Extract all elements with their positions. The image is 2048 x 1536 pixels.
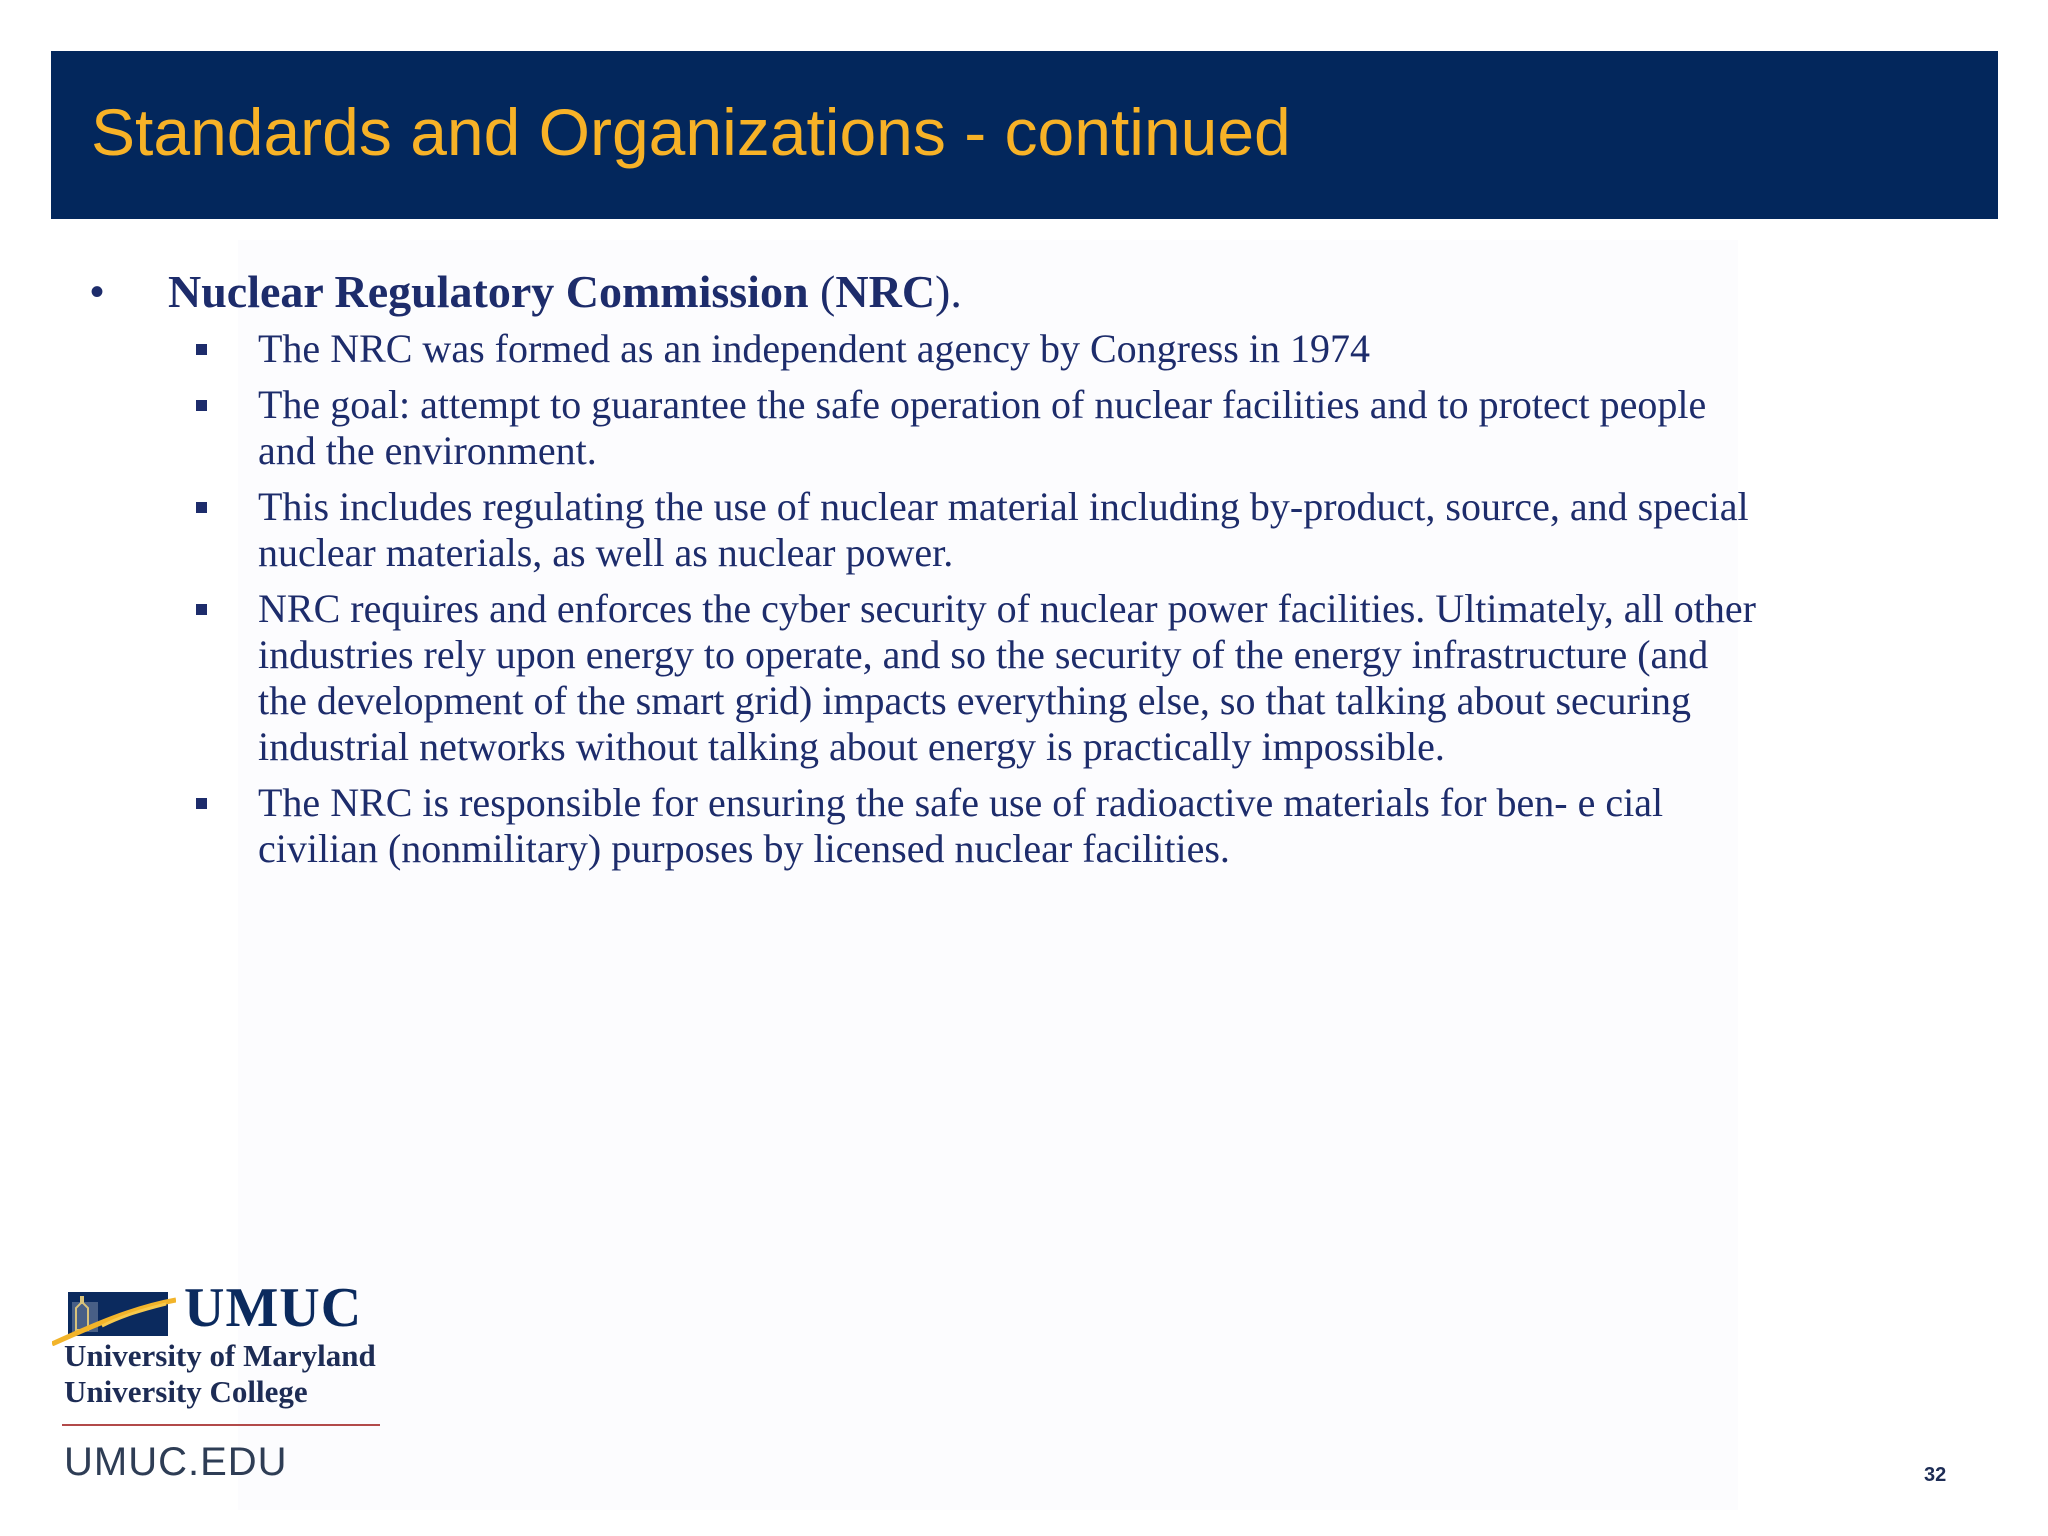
umuc-crest-icon bbox=[52, 1286, 176, 1346]
heading-close-paren: ). bbox=[935, 266, 962, 317]
square-bullet-icon bbox=[196, 344, 207, 355]
sub-bullet-item bbox=[196, 382, 1766, 474]
sub-bullet-item bbox=[196, 586, 1766, 770]
sub-bullet-list bbox=[196, 326, 1766, 882]
title-bar bbox=[51, 51, 1998, 219]
sub-bullet-item bbox=[196, 484, 1766, 576]
square-bullet-icon bbox=[196, 604, 207, 615]
square-bullet-icon bbox=[196, 400, 207, 411]
square-bullet-icon bbox=[196, 798, 207, 809]
heading-open-paren: ( bbox=[808, 266, 836, 317]
umuc-logo bbox=[52, 1278, 382, 1488]
heading-abbreviation: NRC bbox=[835, 266, 936, 317]
logo-url: UMUC.EDU bbox=[64, 1440, 288, 1484]
logo-university-name-line1: University of Maryland bbox=[64, 1338, 376, 1373]
sub-bullet-text: The goal: attempt to guarantee the safe operation of nuclear facilities and to protect people and the environment. bbox=[258, 382, 1707, 473]
sub-bullet-item bbox=[196, 780, 1766, 872]
heading-bold-text: Nuclear Regulatory Commission bbox=[168, 266, 809, 317]
sub-bullet-text: The NRC was formed as an independent agency by Congress in 1974 bbox=[258, 326, 1370, 371]
sub-bullet-item bbox=[196, 326, 1766, 372]
sub-bullet-text: NRC requires and enforces the cyber security of nuclear power facilities. Ultimately, all other industries rely upon energy to operate, and so the security of the energy infrastructure (and the development of the smart grid) impacts everything else, so that talking about securing industrial networks without talking about energy is practically impossible. bbox=[258, 586, 1756, 769]
logo-divider bbox=[62, 1424, 380, 1426]
square-bullet-icon bbox=[196, 502, 207, 513]
slide-title: Standards and Organizations - continued bbox=[91, 95, 1291, 169]
logo-wordmark: UMUC bbox=[184, 1277, 363, 1339]
sub-bullet-text: This includes regulating the use of nuclear material including by-product, source, and special nuclear materials, as well as nuclear power. bbox=[258, 484, 1749, 575]
page-number: 32 bbox=[1924, 1464, 1947, 1486]
bullet-dot: • bbox=[90, 270, 105, 314]
logo-university-name-line2: University College bbox=[64, 1374, 308, 1409]
sub-bullet-text: The NRC is responsible for ensuring the safe use of radioactive materials for ben- e cial civilian (nonmilitary) purposes by licensed nuclear facilities. bbox=[258, 780, 1664, 871]
main-bullet-heading bbox=[168, 262, 962, 322]
